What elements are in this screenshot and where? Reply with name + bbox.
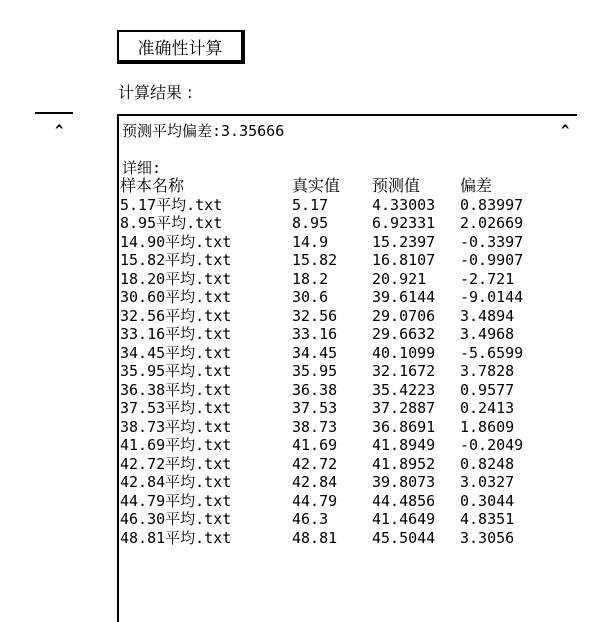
deviation: 4.8351 [460,510,515,528]
true-value: 15.82 [292,251,338,269]
predicted-value: 32.1672 [372,362,436,380]
deviation: 0.9577 [460,380,515,399]
true-value: 38.73 [292,417,338,436]
true-value: 8.95 [292,214,329,232]
predicted-value: 16.8107 [372,251,436,269]
true-value: 37.53 [292,399,338,417]
predicted-value: 29.0706 [372,306,436,325]
sample-name: 42.72平均.txt [120,454,232,473]
summary-text: 预测平均偏差:3.35666 [122,122,285,140]
col-header-true: 真实值 [292,176,341,195]
true-value: 32.56 [292,306,338,325]
result-label: 计算结果 : [118,83,193,102]
deviation: 1.8609 [460,417,515,436]
table-row [120,251,540,270]
deviation: 3.7828 [460,362,515,380]
table-row [120,418,540,437]
table-row [120,381,540,400]
deviation: 0.8248 [460,454,515,473]
predicted-value: 4.33003 [372,195,436,214]
table-row [120,473,540,492]
sample-name: 30.60平均.txt [120,288,232,306]
table-row [120,344,540,363]
true-value: 18.2 [292,269,329,288]
divider-line [35,112,73,114]
predicted-value: 6.92331 [372,214,436,232]
true-value: 41.69 [292,436,338,454]
sample-name: 44.79平均.txt [120,491,232,510]
header-row [120,177,540,196]
deviation: -2.721 [460,269,515,288]
deviation: -5.6599 [460,343,524,362]
sample-name: 46.30平均.txt [120,510,232,528]
table-row [120,362,540,381]
true-value: 33.16 [292,325,338,343]
deviation: 3.3056 [460,528,515,547]
true-value: 36.38 [292,380,338,399]
caret-up-icon[interactable]: ^ [55,123,64,139]
table-row [120,399,540,418]
sample-name: 8.95平均.txt [120,214,223,232]
true-value: 35.95 [292,362,338,380]
predicted-value: 44.4856 [372,491,436,510]
predicted-value: 37.2887 [372,399,436,417]
sample-name: 33.16平均.txt [120,325,232,343]
table-row [120,214,540,233]
table-row [120,455,540,474]
table-row [120,436,540,455]
sample-name: 34.45平均.txt [120,343,232,362]
sample-name: 48.81平均.txt [120,528,232,547]
sample-name: 14.90平均.txt [120,232,232,251]
deviation: 3.4894 [460,306,515,325]
predicted-value: 15.2397 [372,232,436,251]
sample-name: 15.82平均.txt [120,251,232,269]
results-textarea[interactable] [117,114,577,622]
predicted-value: 39.6144 [372,288,436,306]
table-row [120,529,540,548]
true-value: 5.17 [292,195,329,214]
deviation: -0.3397 [460,232,524,251]
predicted-value: 36.8691 [372,417,436,436]
sample-name: 5.17平均.txt [120,195,223,214]
sample-name: 18.20平均.txt [120,269,232,288]
predicted-value: 20.921 [372,269,427,288]
sample-name: 35.95平均.txt [120,362,232,380]
caret-up-icon[interactable]: ^ [561,123,570,139]
predicted-value: 41.4649 [372,510,436,528]
predicted-value: 41.8949 [372,436,436,454]
deviation: 2.02669 [460,214,524,232]
sample-name: 41.69平均.txt [120,436,232,454]
true-value: 14.9 [292,232,329,251]
true-value: 48.81 [292,528,338,547]
predicted-value: 41.8952 [372,454,436,473]
table-row [120,307,540,326]
deviation: 0.2413 [460,399,515,417]
true-value: 46.3 [292,510,329,528]
table-row [120,270,540,289]
sample-name: 37.53平均.txt [120,399,232,417]
deviation: 0.3044 [460,491,515,510]
col-header-name: 样本名称 [120,176,185,195]
sample-name: 42.84平均.txt [120,473,232,491]
predicted-value: 29.6632 [372,325,436,343]
sample-name: 32.56平均.txt [120,306,232,325]
accuracy-calc-button[interactable]: 准确性计算 [117,30,245,64]
table-row [120,288,540,307]
predicted-value: 39.8073 [372,473,436,491]
deviation: -0.2049 [460,436,524,454]
detail-label: 详细: [122,159,162,177]
deviation: -0.9907 [460,251,524,269]
true-value: 30.6 [292,288,329,306]
true-value: 34.45 [292,343,338,362]
predicted-value: 45.5044 [372,528,436,547]
true-value: 42.84 [292,473,338,491]
sample-name: 36.38平均.txt [120,380,232,399]
table-row [120,492,540,511]
col-header-dev: 偏差 [460,176,493,195]
col-header-pred: 预测值 [372,176,421,195]
true-value: 44.79 [292,491,338,510]
table-row [120,510,540,529]
deviation: 3.0327 [460,473,515,491]
deviation: -9.0144 [460,288,524,306]
deviation: 0.83997 [460,195,524,214]
table-row [120,196,540,215]
sample-name: 38.73平均.txt [120,417,232,436]
deviation: 3.4968 [460,325,515,343]
table-row [120,233,540,252]
predicted-value: 40.1099 [372,343,436,362]
true-value: 42.72 [292,454,338,473]
results-table [120,177,540,547]
predicted-value: 35.4223 [372,380,436,399]
table-row [120,325,540,344]
